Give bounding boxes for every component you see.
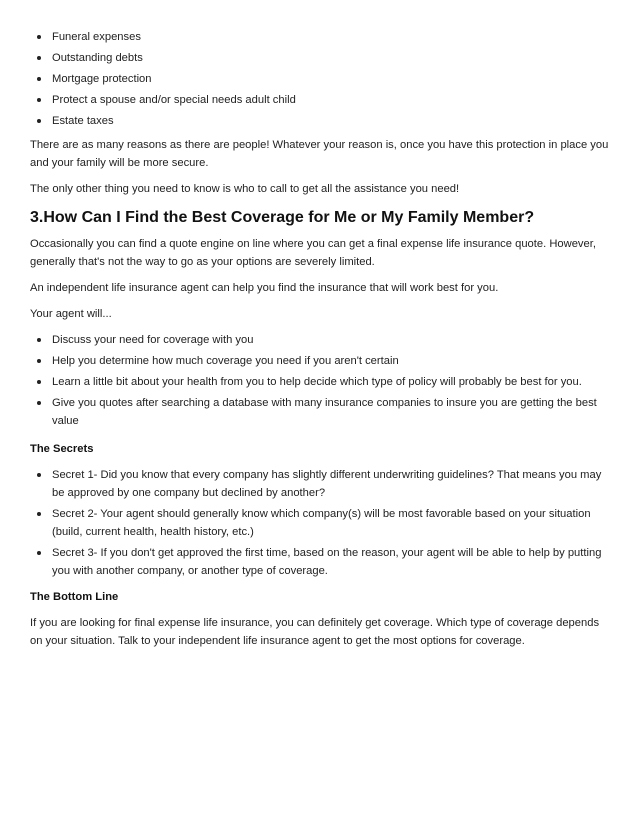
section-heading-coverage: 3.How Can I Find the Best Coverage for Me or My Family Member? [30,209,535,226]
subheading-bottom-line: The Bottom Line [30,591,119,603]
list-item-text: Give you quotes after searching a database with many insurance companies to insure you are getting the best value [52,397,597,427]
list-item [30,544,612,580]
bullet-icon [37,401,41,405]
list-item-text: Secret 3- If you don't get approved the first time, based on the reason, your agent will be able to help by putting you with another company, or another type of coverage. [52,547,602,577]
bullet-icon [37,119,41,123]
bullet-icon [37,98,41,102]
bullet-icon [37,359,41,363]
list-item [30,112,612,130]
list-item-text: Discuss your need for coverage with you [52,334,254,346]
list-item-text: Estate taxes [52,115,114,127]
agent-bullet-list [30,331,612,430]
list-item [30,394,612,430]
paragraph-your-agent: Your agent will... [30,308,112,320]
subheading-secrets: The Secrets [30,443,94,455]
bullet-icon [37,56,41,60]
paragraph-reasons: There are as many reasons as there are people! Whatever your reason is, once you have this protection in place you and your family will be more secure. [30,139,609,169]
bullet-icon [37,551,41,555]
bullet-icon [37,380,41,384]
list-item [30,352,612,370]
bullet-icon [37,77,41,81]
list-item-text: Mortgage protection [52,73,152,85]
bullet-icon [37,473,41,477]
intro-bullet-list [30,28,612,130]
paragraph-call: The only other thing you need to know is who to call to get all the assistance you need! [30,183,460,195]
list-item [30,49,612,67]
list-item [30,331,612,349]
list-item-text: Secret 1- Did you know that every company has slightly different underwriting guidelines? That means you may be approved by one company but declined by another? [52,469,602,499]
bullet-icon [37,512,41,516]
list-item [30,91,612,109]
paragraph-bottom-line: If you are looking for final expense life insurance, you can definitely get coverage. Which type of coverage depends on your situation. Talk to your independent life insurance agent to get the most options for coverage. [30,617,600,647]
list-item-text: Funeral expenses [52,31,141,43]
document-page [30,28,612,658]
bullet-icon [37,338,41,342]
secrets-bullet-list [30,466,612,580]
list-item-text: Outstanding debts [52,52,143,64]
bullet-icon [37,35,41,39]
list-item-text: Help you determine how much coverage you need if you aren't certain [52,355,399,367]
list-item [30,466,612,502]
list-item [30,70,612,88]
list-item [30,28,612,46]
paragraph-agent: An independent life insurance agent can help you find the insurance that will work best for you. [30,282,499,294]
list-item-text: Protect a spouse and/or special needs adult child [52,94,296,106]
list-item-text: Learn a little bit about your health from you to help decide which type of policy will probably be best for you. [52,376,582,388]
list-item [30,505,612,541]
paragraph-quote-engine: Occasionally you can find a quote engine on line where you can get a final expense life insurance quote. However, generally that's not the way to go as your options are severely limited. [30,238,596,268]
list-item-text: Secret 2- Your agent should generally know which company(s) will be most favorable based on your situation (build, current health, health history, etc.) [52,508,591,538]
list-item [30,373,612,391]
